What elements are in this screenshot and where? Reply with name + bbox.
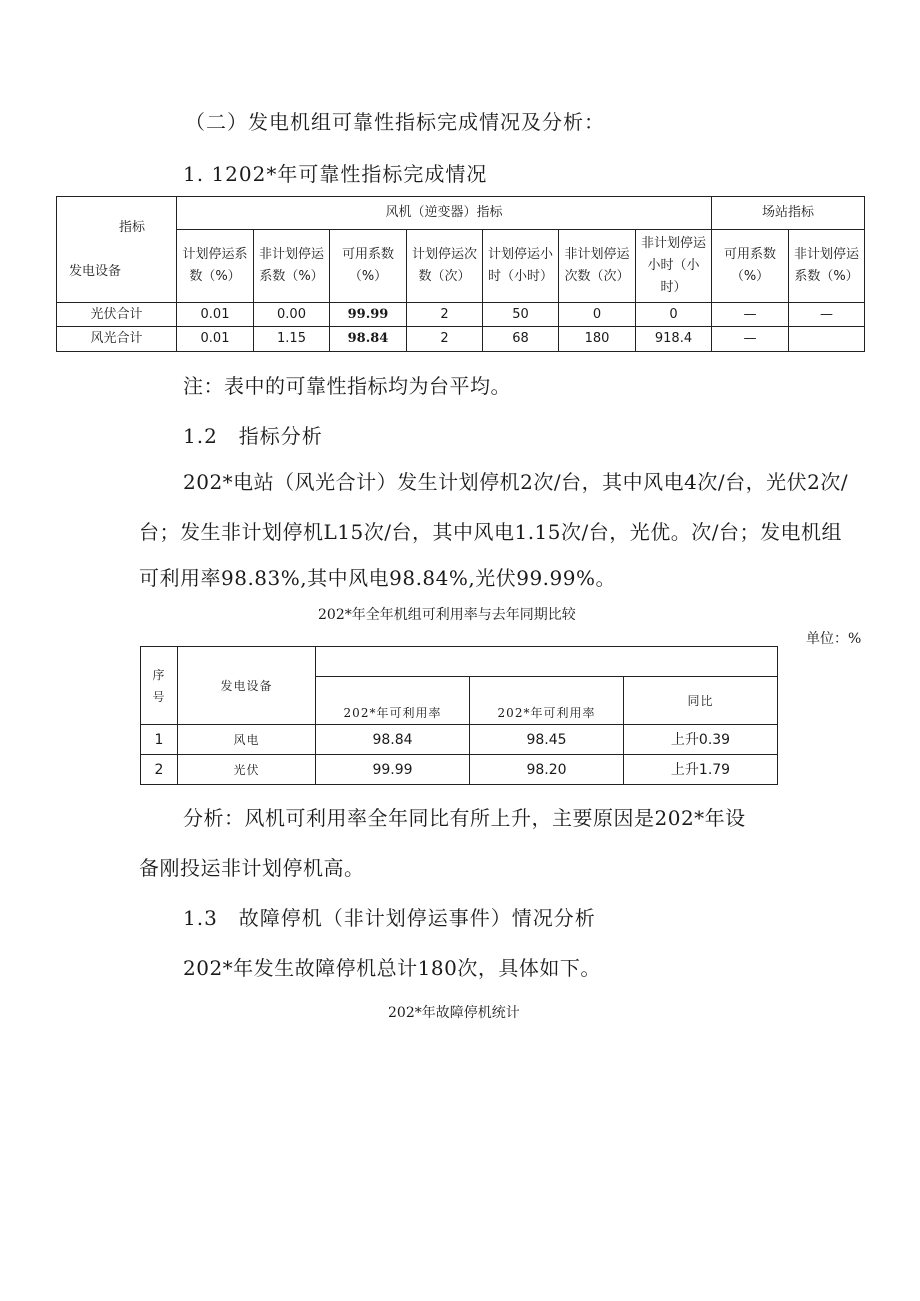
corner-top-label: 指标 xyxy=(119,220,146,235)
analysis-paragraph-line: 202*电站（风光合计）发生计划停机2次/台，其中风电4次/台，光伏2次/ xyxy=(183,470,849,494)
table-cell: 918.4 xyxy=(636,327,712,352)
table-cell: 2 xyxy=(407,303,483,327)
table-cell: 2 xyxy=(407,327,483,352)
table2-caption: 202*年全年机组可利用率与去年同期比较 xyxy=(318,607,576,623)
analysis-line: 备刚投运非计划停机高。 xyxy=(139,856,365,880)
fan-indicator-group-header: 风机（逆变器）指标 xyxy=(177,197,712,230)
table-cell: 68 xyxy=(483,327,559,352)
col-header: 可用系数 （%） xyxy=(330,230,407,303)
row-label: 风光合计 xyxy=(57,327,177,352)
analysis-paragraph-line: 台；发生非计划停机L15次/台，其中风电1.15次/台，光优。次/台；发电机组 xyxy=(139,520,842,544)
table-note: 注：表中的可靠性指标均为台平均。 xyxy=(183,374,511,398)
subsection-1-3-heading: 1.3 故障停机（非计划停运事件）情况分析 xyxy=(183,906,596,930)
table-row xyxy=(141,725,778,755)
unit-label: 单位：% xyxy=(806,631,862,647)
corner-bottom-label: 发电设备 xyxy=(69,264,122,279)
table-cell: 50 xyxy=(483,303,559,327)
col-header: 同比 xyxy=(624,677,778,725)
device-header: 发电设备 xyxy=(178,647,316,725)
seq-header: 序 号 xyxy=(141,647,178,725)
col-header: 非计划停运 次数（次） xyxy=(559,230,636,303)
table-cell: 98.45 xyxy=(470,725,624,755)
col-header: 非计划停运 系数（%） xyxy=(254,230,330,303)
col-header: 计划停运次 数（次） xyxy=(407,230,483,303)
col-header: 202*年可利用率 xyxy=(470,677,624,725)
availability-comparison-table xyxy=(140,646,778,785)
analysis-line: 分析：风机可利用率全年同比有所上升，主要原因是202*年设 xyxy=(183,806,746,830)
table-cell: 0 xyxy=(636,303,712,327)
subsection-1-1-heading: 1. 1202*年可靠性指标完成情况 xyxy=(183,162,488,186)
table-cell: 180 xyxy=(559,327,636,352)
col-header: 计划停运小 时（小时） xyxy=(483,230,559,303)
table-row xyxy=(57,303,865,327)
table-row xyxy=(57,327,865,352)
section-heading: （二）发电机组可靠性指标完成情况及分析： xyxy=(185,110,605,134)
table-cell: 2 xyxy=(141,755,178,785)
merged-header-blank xyxy=(316,647,778,677)
table-cell: 0.00 xyxy=(254,303,330,327)
col-header: 计划停运系 数（%） xyxy=(177,230,254,303)
table-cell: 风电 xyxy=(178,725,316,755)
table-cell: — xyxy=(712,327,789,352)
row-label: 光伏合计 xyxy=(57,303,177,327)
table-cell: 光伏 xyxy=(178,755,316,785)
table3-caption: 202*年故障停机统计 xyxy=(388,1005,520,1021)
table-cell: 上升0.39 xyxy=(624,725,778,755)
subsection-1-2-heading: 1.2 指标分析 xyxy=(183,424,323,448)
table-cell: 98.84 xyxy=(330,327,407,352)
reliability-indicator-table xyxy=(56,196,865,352)
table-cell: — xyxy=(789,303,865,327)
col-header: 202*年可利用率 xyxy=(316,677,470,725)
table-cell: 1.15 xyxy=(254,327,330,352)
table-cell: 0 xyxy=(559,303,636,327)
table-cell: 99.99 xyxy=(316,755,470,785)
col-header: 可用系数 （%） xyxy=(712,230,789,303)
table1-corner-header xyxy=(57,197,177,303)
table-cell: 0.01 xyxy=(177,327,254,352)
table-row xyxy=(141,755,778,785)
analysis-paragraph-line: 可利用率98.83%,其中风电98.84%,光伏99.99%。 xyxy=(139,566,616,590)
table-cell: 99.99 xyxy=(330,303,407,327)
col-header: 非计划停运 小时（小 时） xyxy=(636,230,712,303)
table-cell xyxy=(789,327,865,352)
station-indicator-group-header: 场站指标 xyxy=(712,197,865,230)
col-header: 非计划停运 系数（%） xyxy=(789,230,865,303)
table-cell: 98.84 xyxy=(316,725,470,755)
fault-summary-paragraph: 202*年发生故障停机总计180次，具体如下。 xyxy=(183,956,601,980)
table-cell: 0.01 xyxy=(177,303,254,327)
table-cell: — xyxy=(712,303,789,327)
table-cell: 1 xyxy=(141,725,178,755)
table-cell: 98.20 xyxy=(470,755,624,785)
table-cell: 上升1.79 xyxy=(624,755,778,785)
